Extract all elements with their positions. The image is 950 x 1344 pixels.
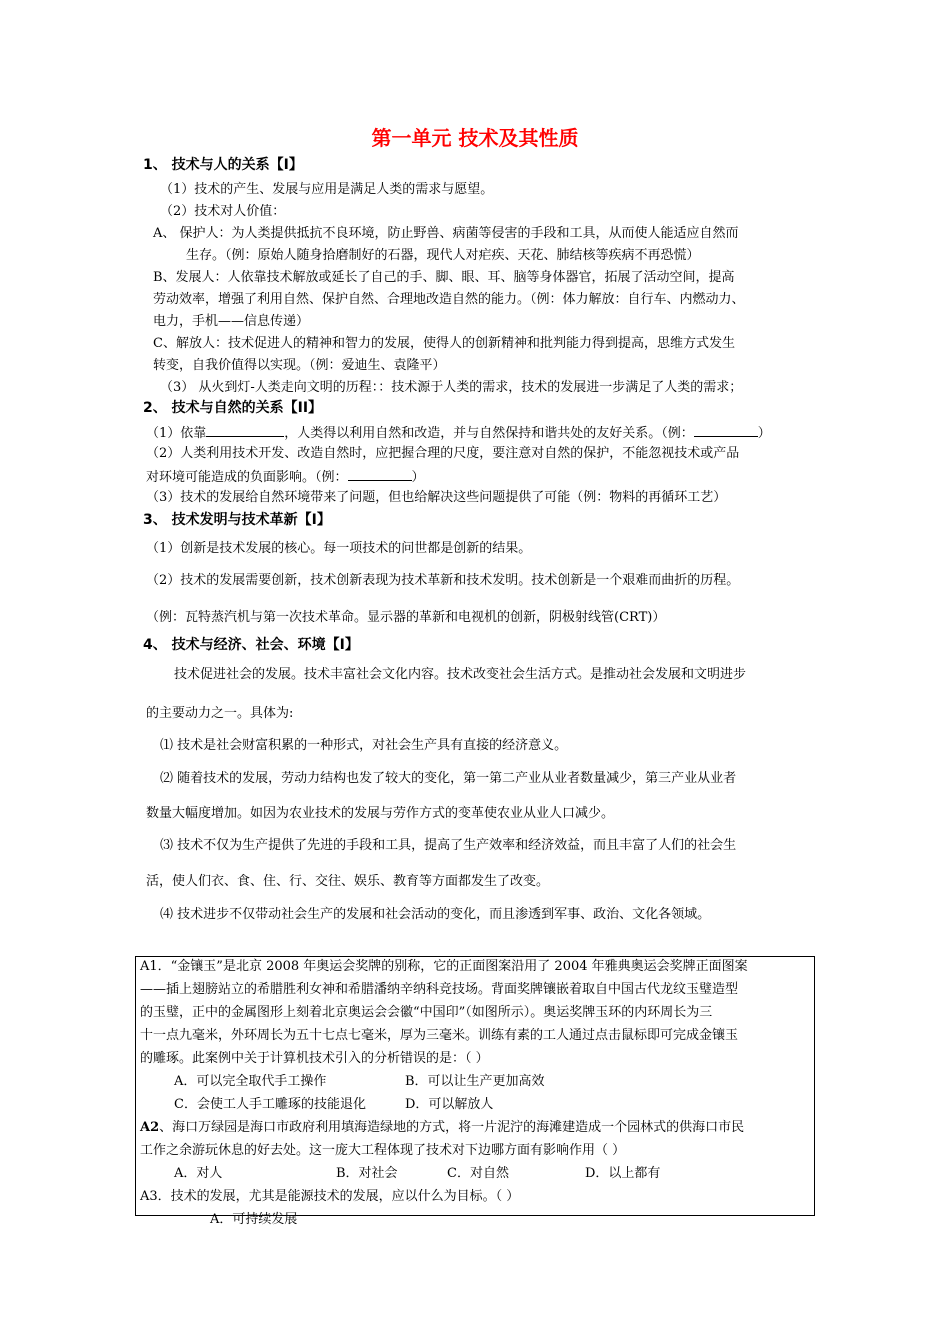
section1-item-c-line1: C、解放人：技术促进人的精神和智力的发展，使得人的创新精神和批判能力得到提高，思维方式发生 <box>153 336 735 351</box>
question-a1-line1: A1．“金镶玉”是北京 2008 年奥运会奖牌的别称，它的正面图案沿用了 2004 年雅典奥运会奖牌正面图案 <box>140 959 748 974</box>
section4-heading: 4、 技术与经济、社会、环境【I】 <box>143 637 359 653</box>
question-a3-line1: A3．技术的发展，尤其是能源技术的发展，应以什么为目标。（ ） <box>140 1189 520 1204</box>
section2-p1-part-b: ，人类得以利用自然和改造，并与自然保持和谐共处的友好关系。（例： <box>284 426 694 441</box>
question-a1-line5: 的雕琢。此案例中关于计算机技术引入的分析错误的是：（ ） <box>140 1051 489 1066</box>
section4-item-2-line2: 数量大幅度增加。如因为农业技术的发展与劳作方式的变革使农业从业人口减少。 <box>146 806 615 821</box>
question-a1-line2: ——插上翅膀站立的希腊胜利女神和希腊潘纳辛纳科竞技场。背面奖牌镶嵌着取自中国古代龙纹玉璧造型 <box>140 982 739 997</box>
section1-paragraph-1: （1）技术的产生、发展与应用是满足人类的需求与愿望。 <box>160 182 494 197</box>
question-a1-line4: 十一点九毫米，外环周长为五十七点七毫米，厚为三毫米。训练有素的工人通过点击鼠标即可完成金镶玉 <box>140 1028 739 1043</box>
question-a3-option-a[interactable]: A．可持续发展 <box>210 1212 298 1227</box>
question-a1-option-d[interactable]: D．可以解放人 <box>405 1097 494 1112</box>
section1-item-a-line1: A、 保护人：为人类提供抵抗不良环境，防止野兽、病菌等侵害的手段和工具，从而使人能适应自然而 <box>153 226 739 241</box>
question-a1-option-c[interactable]: C．会使工人手工雕琢的技能退化 <box>174 1097 366 1112</box>
section4-item-1: ⑴ 技术是社会财富积累的一种形式，对社会生产具有直接的经济意义。 <box>160 738 568 753</box>
question-a2-line1 <box>140 1120 744 1136</box>
page-title: 第一单元 技术及其性质 <box>371 126 579 150</box>
section2-paragraph-3: （3）技术的发展给自然环境带来了问题，但也给解决这些问题提供了可能（例：物料的再循环工艺） <box>146 490 727 505</box>
section4-item-2-line1: ⑵ 随着技术的发展，劳动力结构也发了较大的变化，第一第二产业从业者数量减少，第三产业从业者 <box>160 771 737 786</box>
section2-paragraph-2-line1: （2）人类利用技术开发、改造自然时，应把握合理的尺度，要注意对自然的保护，不能忽视技术或产品 <box>146 446 740 461</box>
question-a1-option-a[interactable]: A．可以完全取代手工操作 <box>174 1074 327 1089</box>
question-a2-option-c[interactable]: C．对自然 <box>447 1166 509 1181</box>
section4-intro-line1: 技术促进社会的发展。技术丰富社会文化内容。技术改变社会生活方式。是推动社会发展和文明进步 <box>174 667 747 682</box>
section2-paragraph-2-line2 <box>146 468 425 486</box>
section1-item-a-line2: 生存。（例：原始人随身拾磨制好的石器，现代人对疟疾、天花、肺结核等疾病不再恐慌） <box>186 248 700 263</box>
section2-p1-part-c: ） <box>757 426 771 441</box>
section4-item-3-line1: ⑶ 技术不仅为生产提供了先进的手段和工具，提高了生产效率和经济效益，而且丰富了人们的社会生 <box>160 838 737 853</box>
question-a2-option-a[interactable]: A．对人 <box>174 1166 223 1181</box>
question-a2-label: A2 <box>140 1120 160 1135</box>
section4-item-3-line2: 活，使人们衣、食、住、行、交往、娱乐、教育等方面都发生了改变。 <box>146 874 550 889</box>
section1-paragraph-2: （2）技术对人价值： <box>160 204 286 219</box>
section2-p2-part-b: 对环境可能造成的负面影响。（例： <box>146 470 348 485</box>
section1-item-c-line2: 转变，自我价值得以实现。（例：爱迪生、袁隆平） <box>153 358 446 373</box>
section2-paragraph-1 <box>146 424 771 442</box>
section1-item-b-line2: 劳动效率，增强了利用自然、保护自然、合理地改造自然的能力。（例：体力解放：自行车、内燃动力、 <box>153 292 745 307</box>
fill-blank-2[interactable] <box>694 424 758 437</box>
section1-item-b-line3: 电力，手机——信息传递） <box>153 314 310 329</box>
section2-heading: 2、 技术与自然的关系【II】 <box>143 400 323 416</box>
section1-paragraph-3: （3） 从火到灯-人类走向文明的历程：：技术源于人类的需求，技术的发展进一步满足了人类的需求； <box>160 380 743 395</box>
section3-paragraph-1: （1）创新是技术发展的核心。每一项技术的问世都是创新的结果。 <box>146 541 532 556</box>
question-a1-option-b[interactable]: B．可以让生产更加高效 <box>405 1074 545 1089</box>
question-a2-line2: 工作之余游玩休息的好去处。这一庞大工程体现了技术对下边哪方面有影响作用（ ） <box>140 1143 626 1158</box>
question-a2-text: 、海口万绿园是海口市政府利用填海造绿地的方式，将一片泥泞的海滩建造成一个园林式的供海口市民 <box>159 1120 745 1135</box>
question-a2-option-d[interactable]: D．以上都有 <box>585 1166 661 1181</box>
section3-heading: 3、 技术发明与技术革新【I】 <box>143 512 331 528</box>
section2-p1-part-a: （1）依靠 <box>146 426 207 441</box>
section1-heading: 1、 技术与人的关系【I】 <box>143 157 303 173</box>
section4-item-4: ⑷ 技术进步不仅带动社会生产的发展和社会活动的变化，而且渗透到军事、政治、文化各领域。 <box>160 907 711 922</box>
fill-blank-1[interactable] <box>206 424 284 437</box>
section2-p2-part-c: ） <box>411 470 425 485</box>
section3-paragraph-2: （2）技术的发展需要创新，技术创新表现为技术革新和技术发明。技术创新是一个艰难而曲折的历程。 <box>146 573 740 588</box>
fill-blank-3[interactable] <box>348 468 412 481</box>
question-a2-option-b[interactable]: B．对社会 <box>336 1166 398 1181</box>
section3-paragraph-3: （例：瓦特蒸汽机与第一次技术革命。显示器的革新和电视机的创新，阴极射线管(CRT)） <box>146 610 666 625</box>
section4-intro-line2: 的主要动力之一。具体为: <box>146 706 294 721</box>
question-a1-line3: 的玉璧，正中的金属图形上刻着北京奥运会会徽“中国印”（如图所示）。奥运奖牌玉环的内环周长为三 <box>140 1005 713 1020</box>
section1-item-b-line1: B、发展人：人依靠技术解放或延长了自己的手、脚、眼、耳、脑等身体器官，拓展了活动空间，提高 <box>153 270 735 285</box>
